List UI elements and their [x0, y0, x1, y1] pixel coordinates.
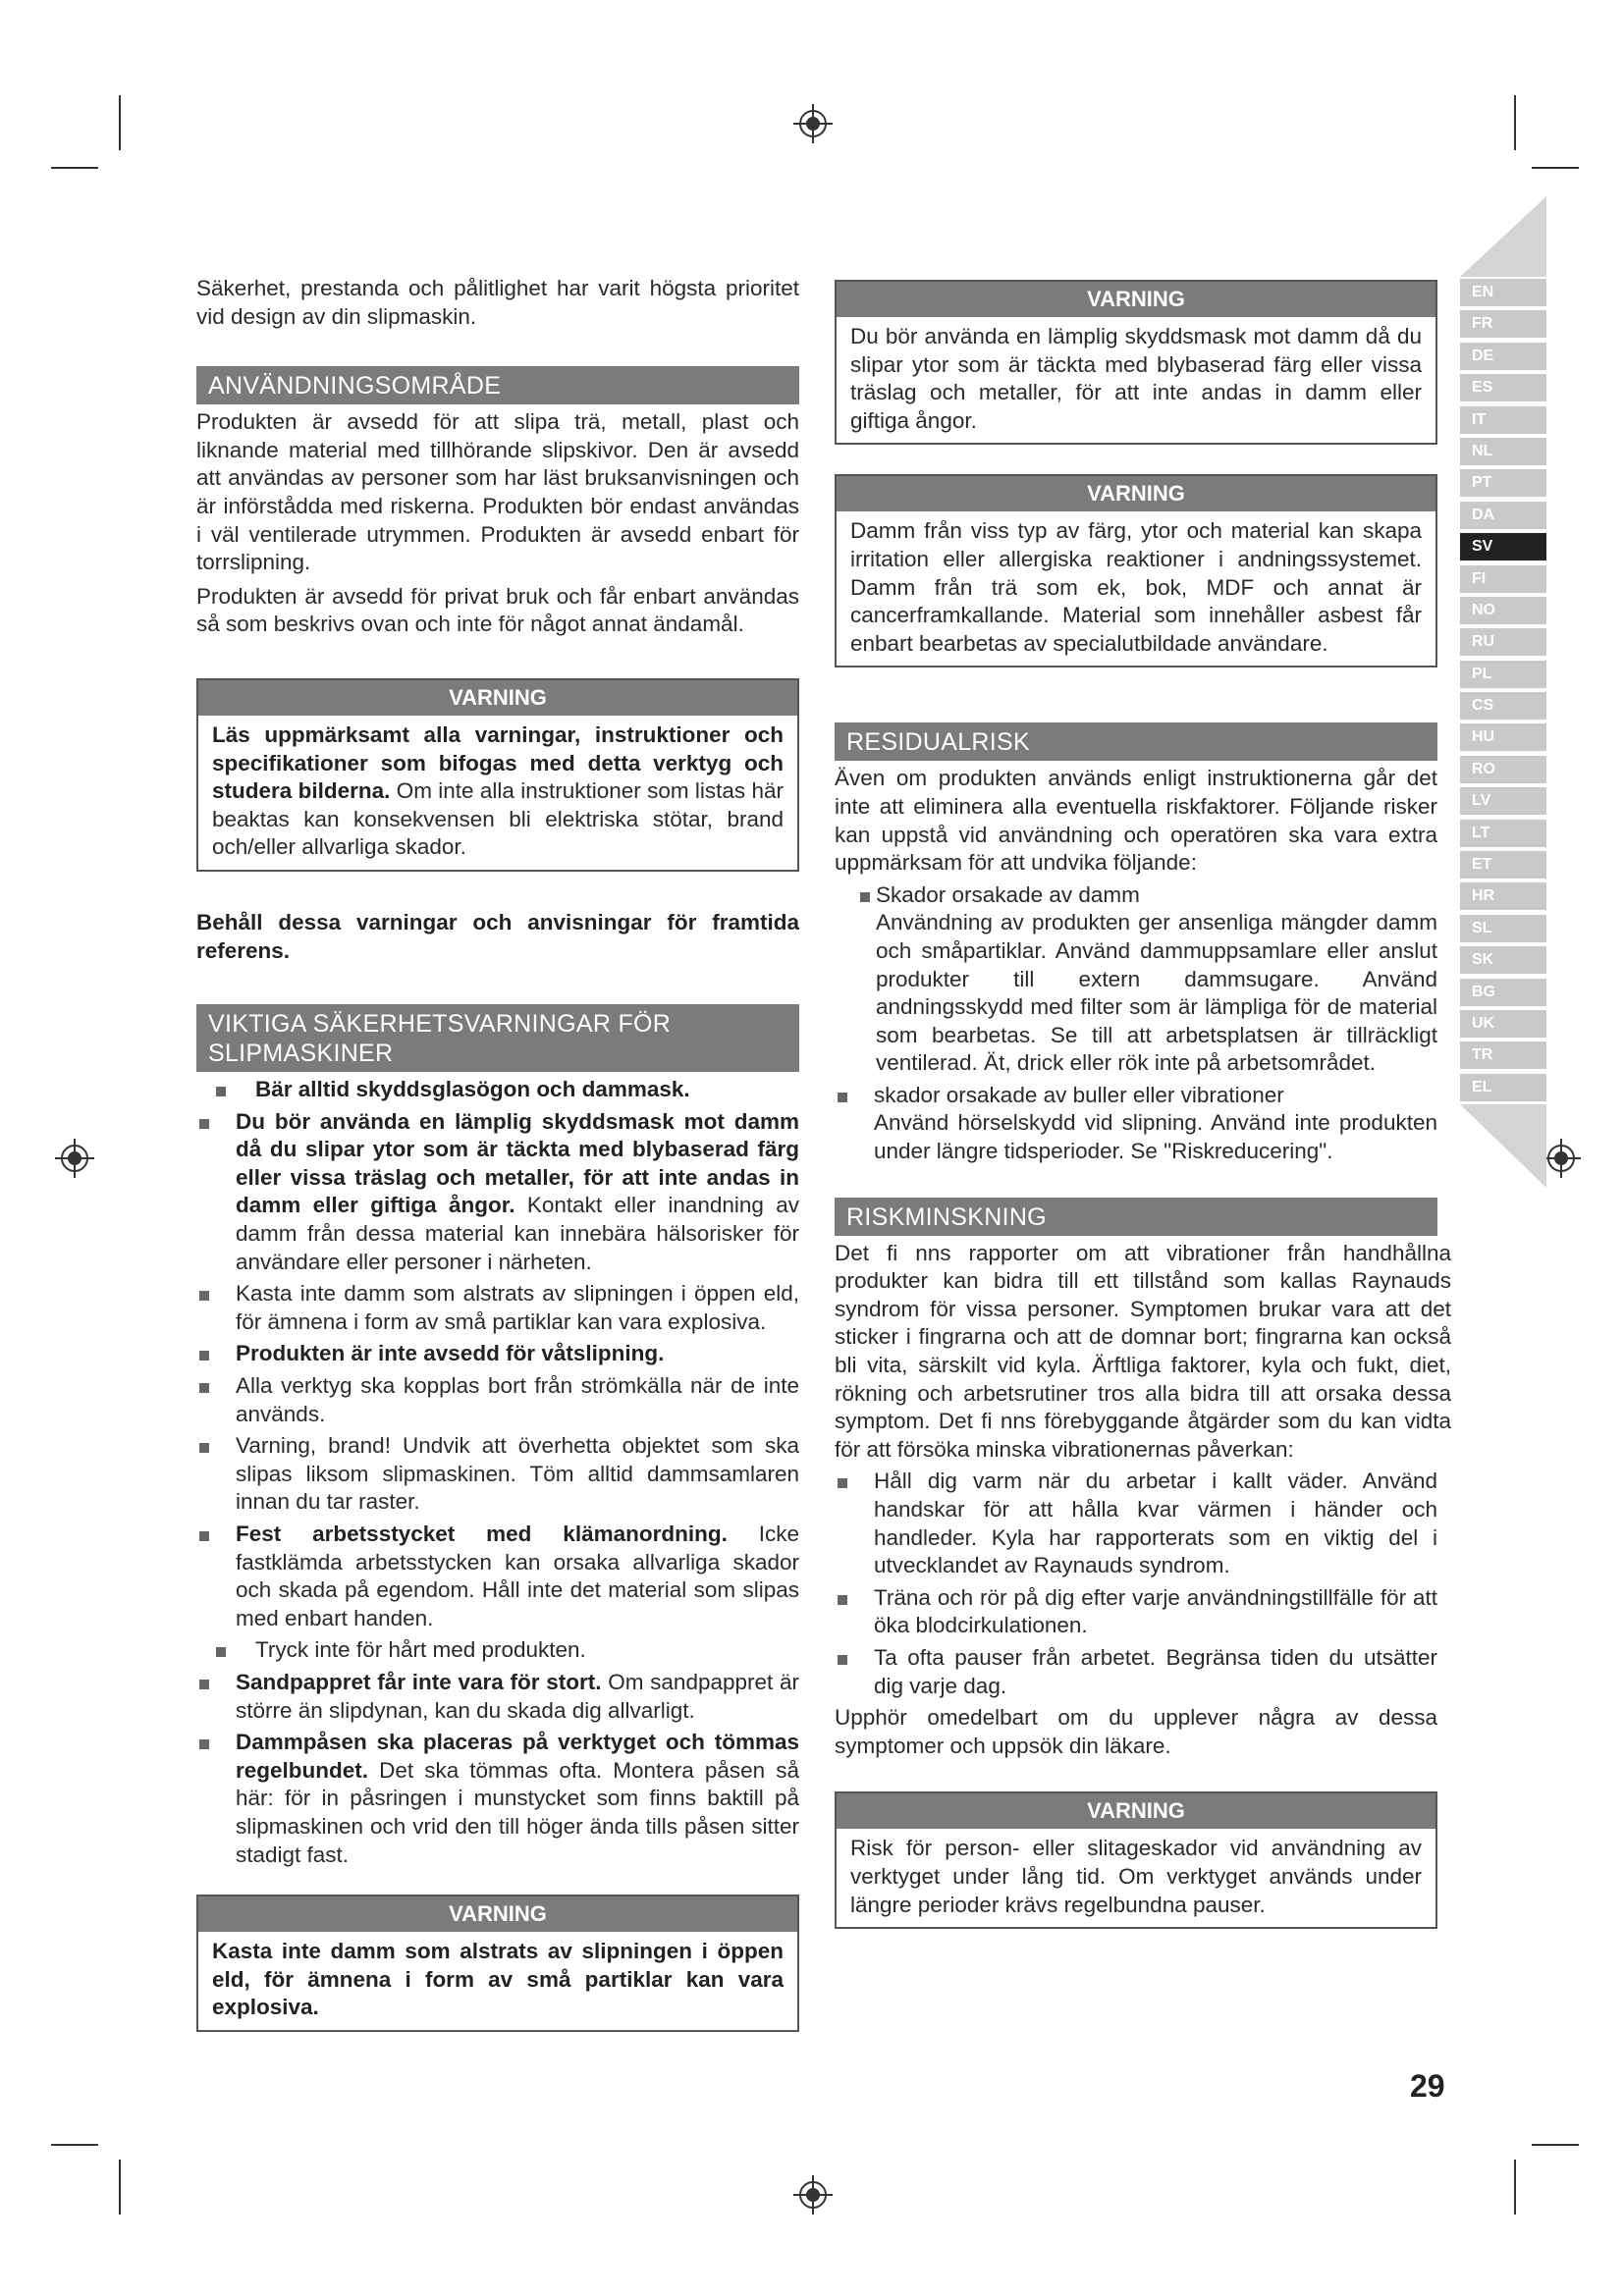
bullet-icon	[199, 1383, 209, 1393]
usage-paragraph-2: Produkten är avsedd för privat bruk och får enbart användas så som beskrivs ovan och inte för något annat ändamål.	[196, 583, 799, 637]
section-title-riskreduction: RISKMINSKNING	[835, 1198, 1437, 1236]
registration-mark-icon	[55, 1139, 94, 1178]
warning-bold-text: Kasta inte damm som alstrats av slipningen i öppen eld, för ämnena i form av små partiklar kan vara explosiva.	[212, 1939, 784, 2020]
list-item	[196, 1372, 799, 1428]
warning-text	[212, 721, 784, 862]
tab-pt[interactable]: PT	[1460, 469, 1546, 497]
warning-text	[212, 1938, 784, 2022]
tab-lv[interactable]: LV	[1460, 787, 1546, 815]
list-item	[196, 1432, 799, 1517]
warning-header	[837, 1793, 1435, 1829]
riskreduction-list	[835, 1468, 1437, 1700]
warning-title: VARNING	[449, 684, 547, 710]
list-item	[835, 1644, 1437, 1700]
list-item	[835, 1468, 1437, 1579]
registration-mark-icon	[793, 2175, 833, 2215]
list-item	[835, 881, 1437, 1078]
list-item	[196, 1280, 799, 1336]
list-item-text: Alla verktyg ska kopplas bort från strömkälla när de inte används.	[236, 1373, 799, 1426]
bullet-icon	[838, 1595, 847, 1605]
list-item	[196, 1108, 799, 1277]
crop-mark	[51, 2144, 98, 2146]
tab-sk[interactable]: SK	[1460, 946, 1546, 974]
list-item	[835, 1082, 1437, 1166]
list-item	[196, 1340, 799, 1368]
list-item-text: Ta ofta pauser från arbetet. Begränsa tiden du utsätter dig varje dag.	[874, 1644, 1437, 1698]
crop-mark	[1532, 2144, 1579, 2146]
bullet-icon	[216, 1087, 226, 1096]
tab-tr[interactable]: TR	[1460, 1041, 1546, 1069]
section-title-usage: ANVÄNDNINGSOMRÅDE	[196, 366, 799, 404]
warning-text: Du bör använda en lämplig skyddsmask mot damm då du slipar ytor som är täckta med blybaserad färg eller vissa träslag och metaller, för att inte andas in damm eller giftiga ångor.	[850, 324, 1422, 433]
tab-sl[interactable]: SL	[1460, 915, 1546, 942]
crop-mark	[1514, 95, 1516, 150]
list-item	[196, 1636, 799, 1665]
section-title-residual: RESIDUALRISK	[835, 722, 1437, 761]
crop-mark	[1532, 167, 1579, 169]
warning-box-mask	[835, 280, 1437, 445]
bullet-icon	[199, 1351, 209, 1361]
tab-nl[interactable]: NL	[1460, 438, 1546, 465]
list-item-text: Kasta inte damm som alstrats av slipningen i öppen eld, för ämnena i form av små partiklar kan vara explosiva.	[236, 1281, 799, 1334]
bullet-icon	[199, 1739, 209, 1749]
bullet-icon	[860, 892, 870, 902]
bullet-icon	[199, 1291, 209, 1301]
warning-title: VARNING	[449, 1901, 547, 1927]
warning-box-instructions	[196, 678, 799, 872]
warning-header	[837, 476, 1435, 511]
bullet-icon	[838, 1093, 847, 1102]
list-item-bold: Sandpappret får inte vara för stort.	[236, 1669, 602, 1694]
tab-et[interactable]: ET	[1460, 851, 1546, 879]
warning-header	[198, 1896, 797, 1932]
left-column	[196, 275, 799, 2032]
warning-title: VARNING	[1087, 287, 1185, 311]
safety-title-line-2: SLIPMASKINER	[208, 1040, 394, 1068]
tab-ro[interactable]: RO	[1460, 756, 1546, 783]
bullet-icon	[216, 1647, 226, 1657]
tab-sv[interactable]: SV	[1460, 533, 1546, 561]
page-number: 29	[1410, 2068, 1445, 2104]
list-item-text: Kontakt eller inandning av damm från dessa material kan innebära hälsorisker för användare eller personer i närheten.	[236, 1193, 799, 1274]
bullet-icon	[838, 1655, 847, 1665]
bullet-icon	[199, 1680, 209, 1689]
tab-es[interactable]: ES	[1460, 374, 1546, 401]
right-column	[835, 280, 1451, 1929]
crop-mark	[51, 167, 98, 169]
tab-el[interactable]: EL	[1460, 1074, 1546, 1101]
warning-box-dust-fire	[196, 1895, 799, 2032]
list-item	[196, 1729, 799, 1869]
list-item-heading: Skador orsakade av damm	[876, 881, 1140, 907]
safety-title-line-1: VIKTIGA SÄKERHETSVARNINGAR FÖR	[208, 1010, 672, 1039]
warning-box-long-use	[835, 1791, 1437, 1929]
warning-text: Risk för person- eller slitageskador vid användning av verktyget under lång tid. Om verktyget används under längre perioder krävs regelbundna pauser.	[850, 1836, 1422, 1917]
tab-hr[interactable]: HR	[1460, 882, 1546, 910]
residual-paragraph: Även om produkten används enligt instruktionerna går det inte att eliminera alla eventuella riskfaktorer. Följande risker kan uppstå vid användning och operatören ska vara extra uppmärksam för att undvika följande:	[835, 766, 1437, 876]
list-item-text: Använd hörselskydd vid slipning. Använd inte produkten under längre tidsperioder. Se "Riskreducering".	[874, 1110, 1437, 1164]
list-item-text: Det ska tömmas ofta. Montera påsen så här: för in påsringen i munstycket som finns baktill på slipmaskinen och vrid den till höger ända tills påsen sitter stadigt fast.	[236, 1757, 799, 1867]
tab-no[interactable]: NO	[1460, 597, 1546, 624]
list-item-bold: Du bör använda en lämplig skyddsmask mot damm då du slipar ytor som är täckta med blybaserad färg eller vissa träslag och metaller, för att inte andas in damm eller giftiga ångor.	[236, 1108, 799, 1218]
list-item-bold: Fest arbetsstycket med klämanordning.	[236, 1522, 728, 1546]
warning-box-dust-health	[835, 474, 1437, 667]
list-item	[196, 1521, 799, 1632]
tab-bg[interactable]: BG	[1460, 979, 1546, 1006]
usage-paragraph-1: Produkten är avsedd för att slipa trä, metall, plast och liknande material med tillhörande slipskivor. Den är avsedd att användas av personer som har läst bruksanvisningen och är införstådda med riskerna. Produkten bör endast användas i väl ventilerade utrymmen. Produkten är avsedd enbart för torrslipning.	[196, 409, 799, 575]
crop-mark	[119, 2160, 121, 2215]
warning-title: VARNING	[1087, 481, 1185, 507]
warning-header	[198, 680, 797, 716]
warning-bold-text: Läs uppmärksamt alla varningar, instruktioner och specifikationer som bifogas med detta verktyg och studera bilderna.	[212, 721, 784, 804]
tab-en[interactable]: EN	[1460, 279, 1546, 306]
crop-mark	[119, 95, 121, 150]
list-item-bold: Produkten är inte avsedd för våtslipning.	[236, 1341, 665, 1366]
tab-it[interactable]: IT	[1460, 406, 1546, 434]
tab-hu[interactable]: HU	[1460, 723, 1546, 751]
list-item-text: Om sandpappret är större än slipdynan, kan du skada dig allvarligt.	[236, 1669, 800, 1723]
warning-header	[837, 282, 1435, 317]
warning-text: Damm från viss typ av färg, ytor och material kan skapa irritation eller allergiska reaktioner i andningssystemet. Damm från trä som ek, bok, MDF och annat är cancerframkallande. Material som innehåller asbest får enbart bearbetas av specialutbildade användare.	[850, 518, 1422, 656]
warning-title: VARNING	[1087, 1798, 1185, 1824]
bullet-icon	[838, 1478, 847, 1488]
tab-fi[interactable]: FI	[1460, 565, 1546, 593]
tab-pl[interactable]: PL	[1460, 661, 1546, 688]
tab-cs[interactable]: CS	[1460, 692, 1546, 720]
tab-uk[interactable]: UK	[1460, 1010, 1546, 1038]
bullet-icon	[199, 1443, 209, 1453]
list-item-bold: Dammpåsen ska placeras på verktyget och tömmas regelbundet.	[236, 1730, 799, 1783]
bullet-icon	[199, 1119, 209, 1129]
list-item-text: Varning, brand! Undvik att överhetta objektet som ska slipas liksom slipmaskinen. Töm alltid dammsamlaren innan du tar raster.	[236, 1433, 799, 1515]
tab-ru[interactable]: RU	[1460, 628, 1546, 656]
intro-text: Säkerhet, prestanda och pålitlighet har varit högsta prioritet vid design av din slipmaskin.	[196, 276, 799, 329]
riskreduction-paragraph-2: Upphör omedelbart om du upplever några av dessa symptomer och uppsök din läkare.	[835, 1705, 1437, 1758]
list-item	[196, 1076, 799, 1104]
list-item-text: Håll dig varm när du arbetar i kallt väder. Använd handskar för att hålla kvar värmen i händer och handleder. Kyla har rapporterats som en viktig del i utvecklandet av Raynauds syndrom.	[874, 1468, 1437, 1578]
list-item-text: Träna och rör på dig efter varje användningstillfälle för att öka blodcirkulationen.	[874, 1584, 1437, 1638]
tab-fr[interactable]: FR	[1460, 310, 1546, 338]
language-tabs	[1460, 279, 1546, 1105]
list-item-heading: skador orsakade av buller eller vibrationer	[874, 1082, 1284, 1107]
riskreduction-paragraph-1: Det fi nns rapporter om att vibrationer från handhållna produkter kan bidra till ett tillstånd som kallas Raynauds syndrom för vissa personer. Symptomen brukar vara att det sticker i fingrarna och att de domnar bort; fingrarna kan också bli vita, särskilt vid kyla. Ärftliga faktorer, kyla och fukt, diet, rökning och arbetsrutiner tros alla bidra till att orsaka dessa symptom. Det fi nns förebyggande åtgärder som du kan vidta för att försöka minska vibrationernas påverkan:	[835, 1240, 1451, 1462]
list-item	[835, 1584, 1437, 1640]
bullet-icon	[199, 1531, 209, 1541]
section-title-safety	[196, 1004, 799, 1072]
registration-mark-icon	[793, 104, 833, 143]
list-item-bold: Bär alltid skyddsglasögon och dammask.	[255, 1077, 690, 1102]
list-item-text: Tryck inte för hårt med produkten.	[255, 1637, 586, 1663]
residual-list	[835, 881, 1437, 1166]
list-item	[196, 1669, 799, 1725]
safety-list	[196, 1076, 799, 1869]
list-item-text: Icke fastklämda arbetsstycken kan orsaka allvarliga skador och skada på egendom. Håll inte det material som slipas med enbart handen.	[236, 1522, 799, 1630]
tab-lt[interactable]: LT	[1460, 820, 1546, 847]
list-item-text: Användning av produkten ger ansenliga mängder damm och småpartiklar. Använd dammuppsamlare eller anslut produkter till extern dammsugare. Använd andningsskydd med filter som är lämpliga för de material som bearbetas. Se till att arbetsplatsen är tillräckligt ventilerad. Ät, drick eller rök inte på arbetsområdet.	[876, 910, 1437, 1076]
crop-mark	[1514, 2160, 1516, 2215]
tab-da[interactable]: DA	[1460, 502, 1546, 529]
keep-instructions-text	[196, 909, 799, 965]
tab-de[interactable]: DE	[1460, 343, 1546, 370]
warning-normal-text: Om inte alla instruktioner som listas här beaktas kan konsekvensen bli elektriska stötar, brand och/eller allvarliga skador.	[212, 778, 784, 860]
keep-instructions-bold: Behåll dessa varningar och anvisningar för framtida referens.	[196, 909, 799, 963]
